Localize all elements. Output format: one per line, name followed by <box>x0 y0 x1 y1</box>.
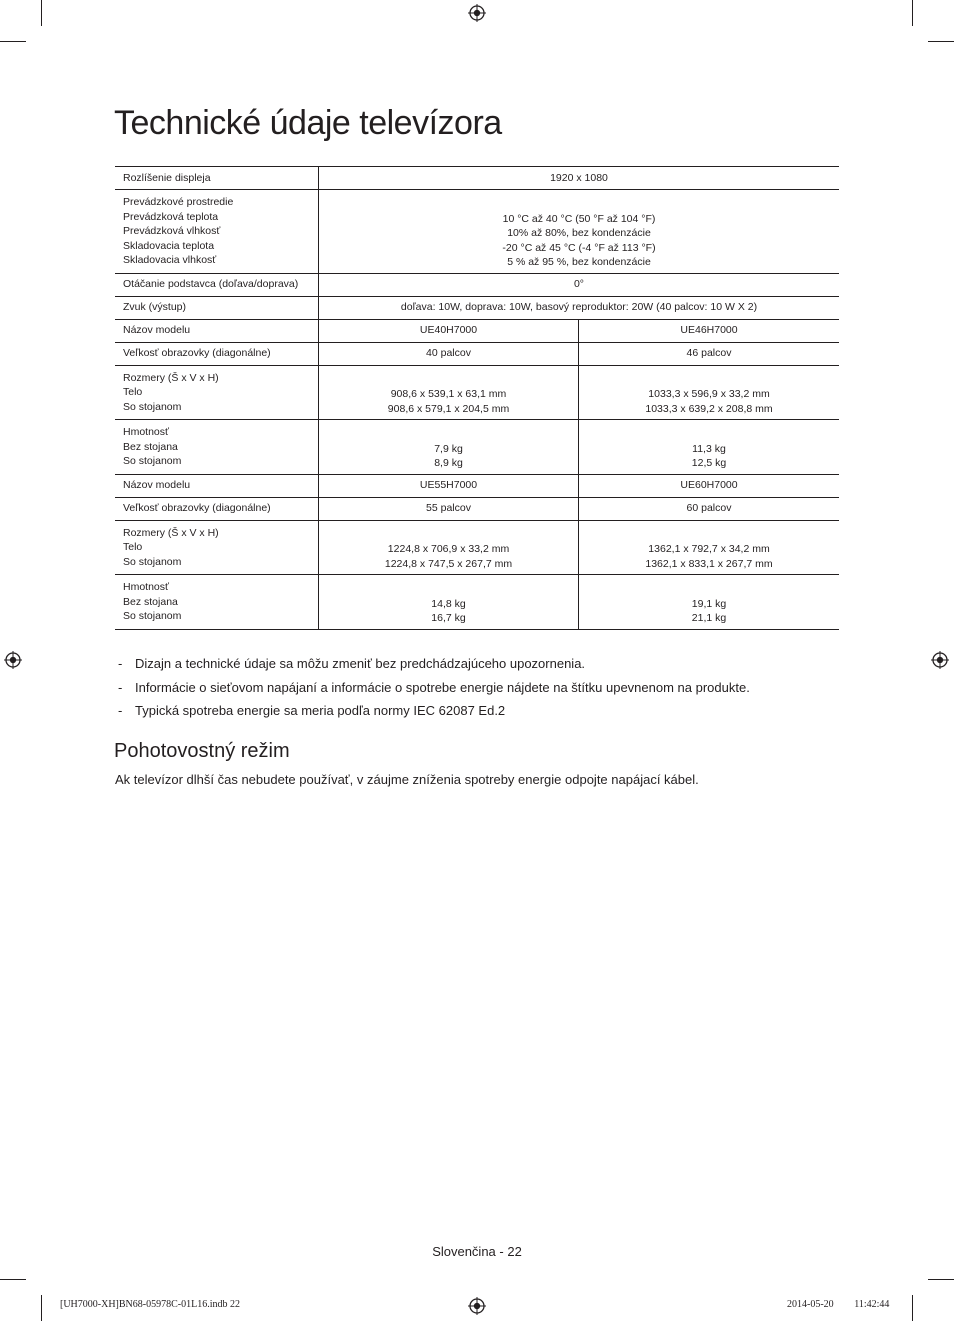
spec-model-a-cell-line: 55 palcov <box>426 502 471 515</box>
spec-model-b-cell <box>579 319 840 342</box>
spec-value-cell-line: 10% až 80%, bez kondenzácie <box>507 227 651 239</box>
spec-label-cell <box>115 167 319 190</box>
dash-bullet: - <box>118 679 123 695</box>
standby-heading: Pohotovostný režim <box>114 740 290 762</box>
spec-label-cell <box>115 365 319 420</box>
spec-model-b-cell <box>579 497 840 520</box>
spec-model-a-cell-line: 40 palcov <box>426 347 471 360</box>
spec-value-cell <box>319 190 840 274</box>
spec-model-a-cell <box>319 575 579 630</box>
spec-model-b-cell-line: 1033,3 x 639,2 x 208,8 mm <box>645 402 773 415</box>
spec-model-a-cell <box>319 365 579 420</box>
table-row <box>115 497 839 520</box>
note-item <box>118 679 750 703</box>
spec-label-cell <box>115 296 319 319</box>
spec-label-cell-line: So stojanom <box>123 610 182 622</box>
table-row <box>115 520 839 575</box>
spec-model-a-cell-line: 1224,8 x 706,9 x 33,2 mm <box>387 543 510 555</box>
spec-label-cell-line: Otáčanie podstavca (doľava/doprava) <box>123 278 299 291</box>
standby-text: Ak televízor dlhší čas nebudete používať, v záujme zníženia spotreby energie odpojte napájací kábel. <box>115 772 699 787</box>
spec-model-a-cell-line: 7,9 kg <box>434 442 463 455</box>
crop-mark <box>41 0 42 26</box>
spec-label-cell <box>115 420 319 475</box>
spec-label-cell <box>115 319 319 342</box>
crop-mark <box>928 41 954 42</box>
registration-mark-icon <box>468 1297 486 1315</box>
spec-model-b-cell-line: 60 palcov <box>686 502 732 515</box>
registration-mark-icon <box>468 4 486 22</box>
table-row <box>115 575 839 630</box>
spec-model-a-cell <box>319 474 579 497</box>
spec-model-b-cell-line: UE46H7000 <box>680 324 738 337</box>
spec-label-cell <box>115 273 319 296</box>
spec-model-b-cell-line: 19,1 kg <box>691 597 727 610</box>
spec-model-a-cell <box>319 319 579 342</box>
note-item <box>118 655 750 679</box>
crop-mark <box>0 41 26 42</box>
notes-list <box>118 655 750 726</box>
print-slug-right: 2014-05-20 ￿￿ 11:42:44 <box>787 1299 890 1310</box>
spec-model-b-cell <box>579 575 840 630</box>
spec-model-a-cell <box>319 342 579 365</box>
spec-value-cell-line: doľava: 10W, doprava: 10W, basový reproduktor: 20W (40 palcov: 10 W X 2) <box>400 301 758 314</box>
spec-model-b-cell <box>579 520 840 575</box>
spec-label-cell <box>115 190 319 274</box>
crop-mark <box>928 1279 954 1280</box>
spec-label-cell <box>115 497 319 520</box>
spec-label-cell-line: Veľkosť obrazovky (diagonálne) <box>123 347 271 360</box>
spec-model-b-cell <box>579 342 840 365</box>
spec-label-cell <box>115 474 319 497</box>
spec-label-cell-line: Prevádzkové prostredie <box>123 196 234 208</box>
spec-label-cell-line: Veľkosť obrazovky (diagonálne) <box>123 502 271 515</box>
spec-model-a-cell-line: UE40H7000 <box>419 324 478 337</box>
table-row <box>115 342 839 365</box>
spec-label-cell-line: Telo <box>123 541 143 553</box>
spec-value-cell-line: 10 °C až 40 °C (50 °F až 104 °F) <box>502 212 656 225</box>
spec-value-cell <box>319 167 840 190</box>
spec-model-a-cell-line: 14,8 kg <box>431 597 466 610</box>
spec-value-cell-line: 1920 x 1080 <box>550 171 608 184</box>
registration-mark-icon <box>931 651 949 669</box>
spec-label-cell-line: Rozlíšenie displeja <box>123 171 211 184</box>
spec-model-b-cell-line: UE60H7000 <box>680 479 738 492</box>
spec-label-cell-line: So stojanom <box>123 400 182 413</box>
page-number: Slovenčina - 22 <box>432 1244 522 1259</box>
spec-model-b-cell-line: 1033,3 x 596,9 x 33,2 mm <box>648 388 770 400</box>
spec-model-b-cell <box>579 474 840 497</box>
spec-model-b-cell <box>579 365 840 420</box>
spec-label-cell-line: Rozmery (Š x V x H) <box>123 371 219 384</box>
spec-label-cell-line: Zvuk (výstup) <box>123 301 187 314</box>
spec-label-cell-line: Názov modelu <box>123 324 191 337</box>
spec-model-a-cell <box>319 520 579 575</box>
spec-label-cell-line: Hmotnosť <box>123 581 169 593</box>
spec-label-cell <box>115 575 319 630</box>
spec-label-cell <box>115 520 319 575</box>
spec-label-cell-line: Skladovacia teplota <box>123 239 215 252</box>
spec-label-cell-line: Hmotnosť <box>123 426 169 438</box>
note-text: Dizajn a technické údaje sa môžu zmeniť bez predchádzajúceho upozornenia. <box>135 656 586 671</box>
registration-mark-icon <box>4 651 22 669</box>
dash-bullet: - <box>118 703 123 718</box>
table-row <box>115 365 839 420</box>
spec-label-cell-line: So stojanom <box>123 555 182 568</box>
spec-model-a-cell-line: 908,6 x 539,1 x 63,1 mm <box>390 388 507 400</box>
spec-model-a-cell-line: 16,7 kg <box>431 612 466 624</box>
spec-model-b-cell <box>579 420 840 475</box>
spec-label-cell-line: Prevádzková teplota <box>123 210 219 223</box>
table-row <box>115 167 839 190</box>
spec-label-cell-line: So stojanom <box>123 455 182 467</box>
note-item <box>118 702 750 726</box>
spec-label-cell-line: Telo <box>123 386 143 398</box>
spec-model-b-cell-line: 1362,1 x 792,7 x 34,2 mm <box>648 543 770 555</box>
spec-model-b-cell-line: 46 palcov <box>686 347 732 360</box>
spec-model-a-cell <box>319 497 579 520</box>
table-row <box>115 319 839 342</box>
spec-label-cell <box>115 342 319 365</box>
spec-label-cell-line: Bez stojana <box>123 440 178 453</box>
spec-value-cell <box>319 273 840 296</box>
note-text: Typická spotreba energie sa meria podľa normy IEC 62087 Ed.2 <box>135 703 506 718</box>
spec-label-cell-line: Bez stojana <box>123 595 178 608</box>
spec-label-cell-line: Názov modelu <box>123 479 191 492</box>
spec-value-cell <box>319 296 840 319</box>
table-row <box>115 190 839 274</box>
crop-mark <box>912 0 913 26</box>
spec-model-b-cell-line: 1362,1 x 833,1 x 267,7 mm <box>645 557 773 570</box>
spec-value-cell-line: -20 °C až 45 °C (-4 °F až 113 °F) <box>502 241 656 254</box>
spec-table-body <box>115 167 839 630</box>
crop-mark <box>912 1295 913 1321</box>
spec-model-b-cell-line: 11,3 kg <box>692 442 726 455</box>
spec-label-cell-line: Rozmery (Š x V x H) <box>123 526 219 539</box>
dash-bullet: - <box>118 656 123 671</box>
spec-model-b-cell-line: 21,1 kg <box>691 612 727 624</box>
spec-model-a-cell-line: 908,6 x 579,1 x 204,5 mm <box>387 402 510 415</box>
spec-model-a-cell-line: 1224,8 x 747,5 x 267,7 mm <box>384 557 513 570</box>
spec-value-cell-line: 0° <box>573 278 585 291</box>
spec-model-b-cell-line: 12,5 kg <box>691 457 727 469</box>
crop-mark <box>41 1295 42 1321</box>
spec-model-a-cell <box>319 420 579 475</box>
spec-label-cell-line: Skladovacia vlhkosť <box>123 254 217 266</box>
print-slug-left: [UH7000-XH]BN68-05978C-01L16.indb 22 <box>60 1299 240 1310</box>
spec-model-a-cell-line: 8,9 kg <box>434 457 463 469</box>
note-text: Informácie o sieťovom napájaní a informácie o spotrebe energie nájdete na štítku upevnenom na produkte. <box>135 679 750 695</box>
table-row <box>115 296 839 319</box>
table-row <box>115 474 839 497</box>
spec-model-a-cell-line: UE55H7000 <box>419 479 478 492</box>
page-title: Technické údaje televízora <box>114 104 502 142</box>
spec-value-cell-line: 5 % až 95 %, bez kondenzácie <box>507 256 651 268</box>
spec-table <box>115 166 839 630</box>
table-row <box>115 273 839 296</box>
spec-label-cell-line: Prevádzková vlhkosť <box>123 225 221 237</box>
table-row <box>115 420 839 475</box>
crop-mark <box>0 1279 26 1280</box>
